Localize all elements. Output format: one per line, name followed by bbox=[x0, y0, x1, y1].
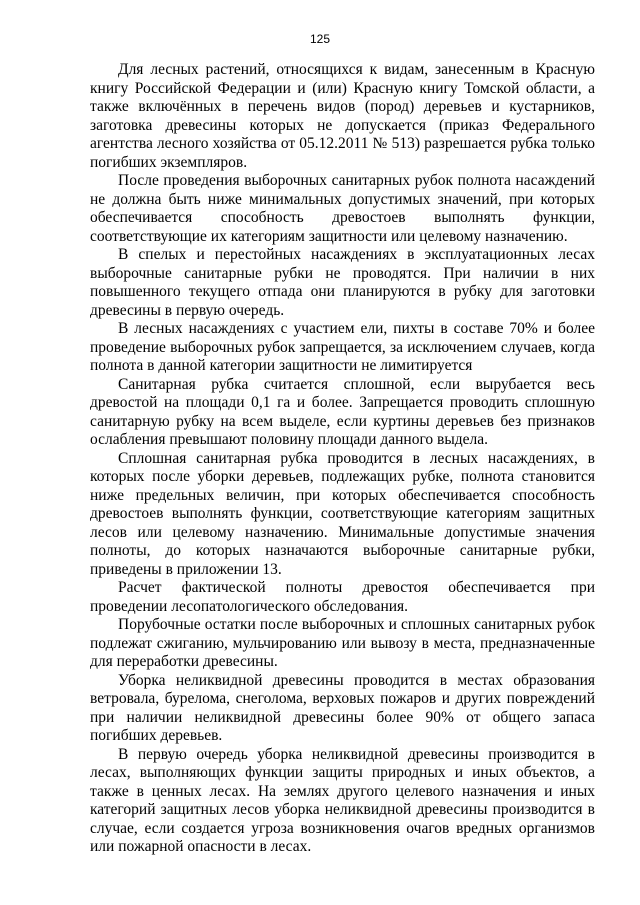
body-text bbox=[90, 61, 595, 857]
paragraph-priority-removal: В первую очередь уборка неликвидной древесины производится в лесах, выполняющих функции защиты природных и иных объектов, а также в ценных лесах. На землях другого целевого назначения и иных категорий защитных лесов уборка неликвидной древесины производится в случае, если создается угроза возникновения очагов вредных организмов или пожарной опасности в лесах. bbox=[90, 745, 595, 855]
paragraph-illiquid-wood-removal: Уборка неликвидной древесины проводится в местах образования ветровала, бурелома, снеголома, верховых пожаров и других повреждений при наличии неликвидной древесины более 90% от общего запаса погибших деревьев. bbox=[90, 671, 595, 744]
paragraph-red-book-species: Для лесных растений, относящихся к видам, занесенным в Красную книгу Российской Федерации и (или) Красную книгу Томской области, а также включённых в перечень видов (пород) деревьев и кустарников, заготовка древесины которых не допускается (приказ Федерального агентства лесного хозяйства от 05.12.2011 № 513) разрешается рубка только погибших экземпляров. bbox=[90, 61, 595, 171]
paragraph-clear-felling-conditions: Сплошная санитарная рубка проводится в лесных насаждениях, в которых после уборки деревьев, подлежащих рубке, полнота становится ниже предельных величин, при которых обеспечивается способность древостоев выполнять функции, соответствующие категориям защитных лесов или целевому назначению. Минимальные допустимые значения полноты, до которых назначаются выборочные санитарные рубки, приведены в приложении 13. bbox=[90, 449, 595, 578]
paragraph-clear-felling-definition: Санитарная рубка считается сплошной, если вырубается весь древостой на площади 0,1 га и более. Запрещается проводить сплошную санитарную рубку на всем выделе, если куртины деревьев без признаков ослабления превышают половину площади данного выдела. bbox=[90, 375, 595, 448]
paragraph-selective-felling-density: После проведения выборочных санитарных рубок полнота насаждений не должна быть ниже минимальных допустимых значений, при которых обеспечивается способность древостоев выполнять функции, соответствующие их категориям защитности или целевому назначению. bbox=[90, 172, 595, 245]
paragraph-density-calculation: Расчет фактической полноты древостоя обеспечивается при проведении лесопатологического обследования. bbox=[90, 579, 595, 615]
paragraph-logging-residues: Порубочные остатки после выборочных и сплошных санитарных рубок подлежат сжиганию, мульчированию или вывозу в места, предназначенные для переработки древесины. bbox=[90, 616, 595, 670]
paragraph-mature-stands: В спелых и перестойных насаждениях в эксплуатационных лесах выборочные санитарные рубки не проводятся. При наличии в них повышенного текущего отпада они планируются в рубку для заготовки древесины в первую очередь. bbox=[90, 246, 595, 319]
page-number: 125 bbox=[309, 32, 331, 46]
paragraph-spruce-fir-stands: В лесных насаждениях с участием ели, пихты в составе 70% и более проведение выборочных рубок запрещается, за исключением случаев, когда полнота в данной категории защитности не лимитируется bbox=[90, 320, 595, 374]
